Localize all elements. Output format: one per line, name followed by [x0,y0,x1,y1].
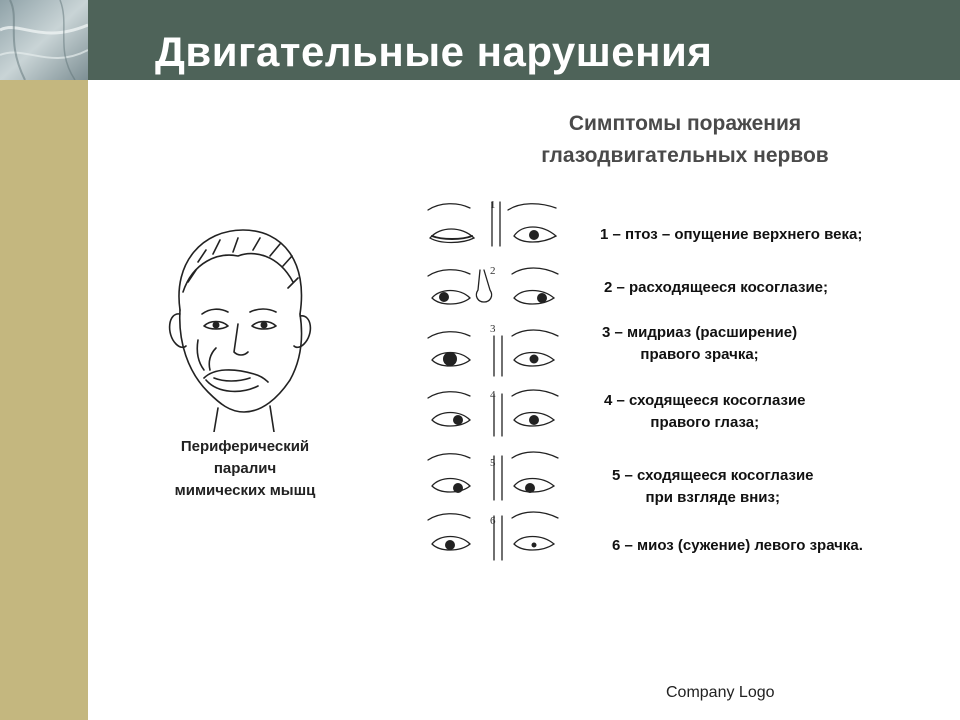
corner-decorative-photo [0,0,88,80]
eye-row-number: 4 [490,389,496,401]
eye-row-number: 3 [490,323,496,335]
sidebar-accent [0,80,88,720]
eye-symptoms-illustration [418,190,568,566]
caption-line: мимических мышц [174,482,316,499]
symptom-line: при взгляде вниз; [645,489,780,506]
symptom-line: 3 – мидриаз (расширение) [602,324,798,341]
eye-row-number: 5 [490,457,496,469]
symptom-item [602,322,797,366]
subtitle-line: Симптомы поражения [568,112,802,135]
symptom-item [612,535,863,557]
company-logo: Company Logo [666,684,775,701]
face-caption [140,436,350,502]
symptom-line: 1 – птоз – опущение верхнего века; [600,226,863,243]
section-subtitle [470,108,900,172]
face-paralysis-illustration [158,222,318,432]
symptom-line: 5 – сходящееся косоглазие [612,467,814,484]
symptom-item [604,390,806,434]
symptom-line: правого глаза; [650,414,760,431]
slide-title: Двигательные нарушения [155,28,713,75]
eye-row-number: 2 [490,265,496,277]
symptom-line: правого зрачка; [640,346,759,363]
eye-row-number: 1 [490,199,496,211]
symptom-item [612,465,814,509]
eye-row-number: 6 [490,515,496,527]
symptom-item [600,224,862,246]
symptom-line: 6 – миоз (сужение) левого зрачка. [612,537,863,554]
caption-line: Периферический [180,438,310,455]
symptom-line: 4 – сходящееся косоглазие [604,392,806,409]
caption-line: паралич [213,460,277,477]
symptom-item [604,277,828,299]
subtitle-line: глазодвигательных нервов [541,144,829,167]
symptom-line: 2 – расходящееся косоглазие; [604,279,829,296]
